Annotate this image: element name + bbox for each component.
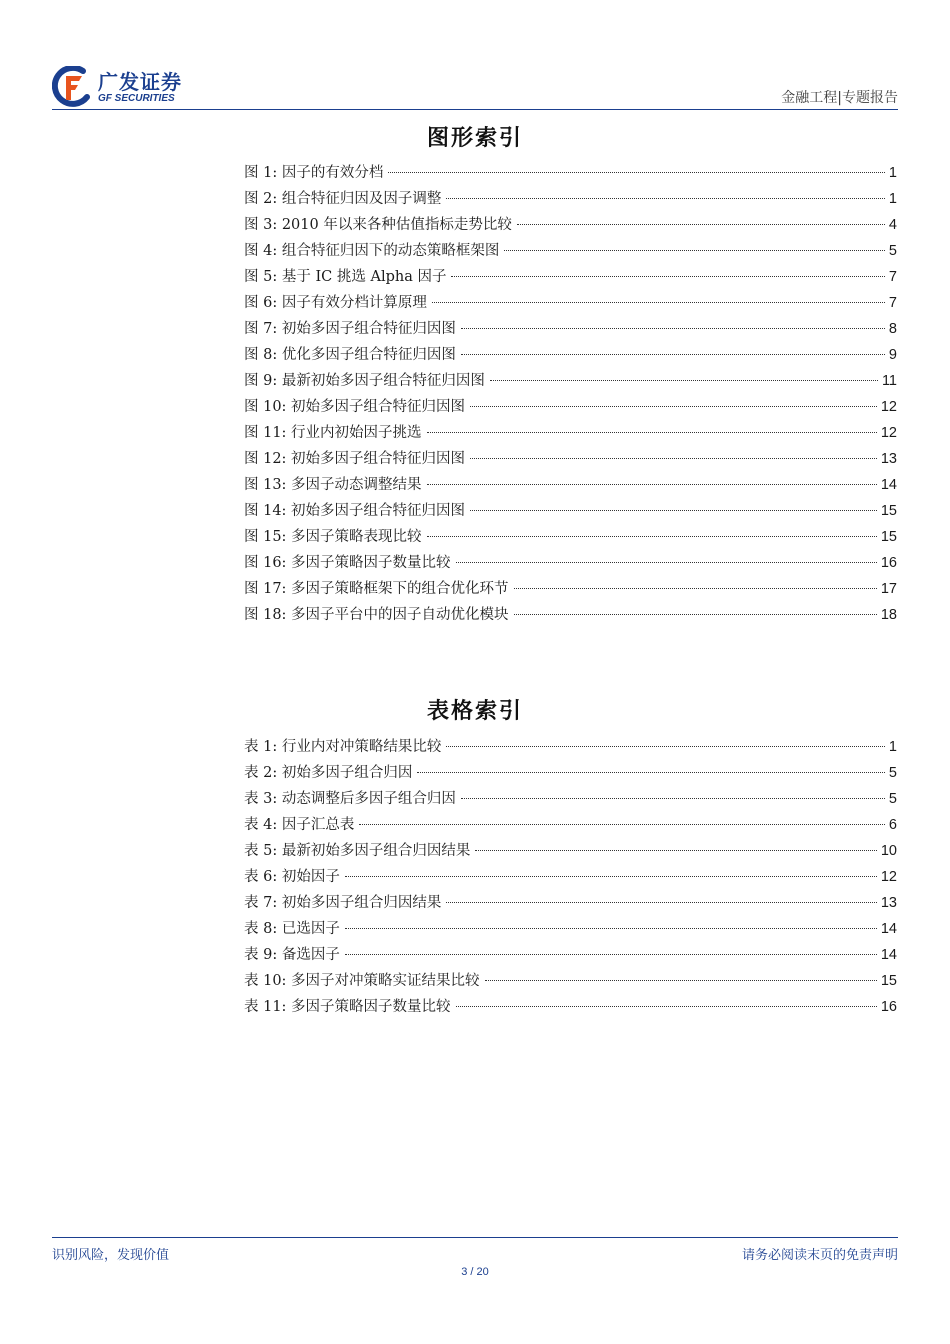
- toc-leader: [490, 380, 878, 381]
- toc-leader: [446, 902, 877, 903]
- toc-entry[interactable]: [244, 812, 897, 838]
- toc-entry[interactable]: [244, 264, 897, 290]
- toc-entry-page: 4: [888, 217, 897, 233]
- toc-leader: [345, 928, 877, 929]
- toc-entry[interactable]: [244, 212, 897, 238]
- toc-entry-label: 表 3: 动态调整后多因子组合归因: [244, 791, 456, 807]
- report-category: 金融工程|专题报告: [781, 90, 898, 106]
- toc-entry-label: 图 10: 初始多因子组合特征归因图: [244, 399, 466, 415]
- company-logo: [52, 66, 212, 112]
- figure-index-title: 图形索引: [426, 126, 523, 151]
- toc-entry[interactable]: [244, 942, 897, 968]
- toc-entry-page: 11: [881, 373, 897, 389]
- toc-leader: [514, 614, 877, 615]
- toc-entry-page: 15: [880, 503, 897, 519]
- toc-leader: [456, 1006, 877, 1007]
- toc-entry-label: 图 2: 组合特征归因及因子调整: [244, 191, 442, 207]
- toc-entry-page: 15: [880, 529, 897, 545]
- toc-entry-page: 7: [888, 295, 897, 311]
- toc-entry-page: 7: [888, 269, 897, 285]
- toc-entry-page: 10: [880, 843, 897, 859]
- toc-leader: [427, 484, 877, 485]
- toc-entry-page: 13: [880, 451, 897, 467]
- toc-leader: [517, 224, 885, 225]
- toc-entry-label: 图 14: 初始多因子组合特征归因图: [244, 503, 466, 519]
- toc-entry-label: 图 3: 2010 年以来各种估值指标走势比较: [244, 217, 512, 233]
- toc-leader: [432, 302, 885, 303]
- toc-entry-page: 5: [888, 765, 897, 781]
- toc-entry-label: 图 4: 组合特征归因下的动态策略框架图: [244, 243, 500, 259]
- toc-entry-label: 图 1: 因子的有效分档: [244, 165, 384, 181]
- toc-entry[interactable]: [244, 186, 897, 212]
- toc-entry-label: 表 4: 因子汇总表: [244, 817, 355, 833]
- toc-leader: [475, 850, 877, 851]
- toc-leader: [427, 432, 877, 433]
- toc-leader: [427, 536, 877, 537]
- toc-entry-label: 表 2: 初始多因子组合归因: [244, 765, 413, 781]
- toc-entry[interactable]: [244, 160, 897, 186]
- toc-entry-page: 5: [888, 243, 897, 259]
- toc-entry-page: 18: [880, 607, 897, 623]
- toc-leader: [470, 406, 877, 407]
- toc-entry[interactable]: [244, 368, 897, 394]
- toc-entry[interactable]: [244, 734, 897, 760]
- toc-entry-page: 12: [880, 425, 897, 441]
- logo-text-cn: 广发证券: [98, 70, 182, 94]
- toc-entry-label: 图 16: 多因子策略因子数量比较: [244, 555, 451, 571]
- toc-entry-page: 13: [880, 895, 897, 911]
- toc-entry[interactable]: [244, 786, 897, 812]
- toc-entry-page: 5: [888, 791, 897, 807]
- toc-entry-label: 表 7: 初始多因子组合归因结果: [244, 895, 442, 911]
- toc-entry[interactable]: [244, 420, 897, 446]
- toc-entry-page: 16: [880, 999, 897, 1015]
- toc-leader: [359, 824, 885, 825]
- toc-entry-label: 图 13: 多因子动态调整结果: [244, 477, 422, 493]
- toc-entry[interactable]: [244, 342, 897, 368]
- toc-entry[interactable]: [244, 838, 897, 864]
- toc-entry-label: 图 8: 优化多因子组合特征归因图: [244, 347, 456, 363]
- toc-entry-page: 9: [888, 347, 897, 363]
- toc-entry-label: 图 15: 多因子策略表现比较: [244, 529, 422, 545]
- toc-entry-label: 图 12: 初始多因子组合特征归因图: [244, 451, 466, 467]
- page-number: 3 / 20: [461, 1266, 489, 1278]
- toc-leader: [446, 746, 885, 747]
- toc-leader: [504, 250, 885, 251]
- toc-entry[interactable]: [244, 994, 897, 1020]
- toc-entry-page: 17: [880, 581, 897, 597]
- toc-entry[interactable]: [244, 576, 897, 602]
- toc-leader: [470, 510, 877, 511]
- toc-entry-page: 12: [880, 869, 897, 885]
- logo-text-en: GF SECURITIES: [98, 93, 175, 104]
- toc-entry[interactable]: [244, 238, 897, 264]
- toc-entry-label: 表 5: 最新初始多因子组合归因结果: [244, 843, 471, 859]
- toc-entry-label: 图 11: 行业内初始因子挑选: [244, 425, 422, 441]
- toc-entry[interactable]: [244, 498, 897, 524]
- toc-leader: [345, 876, 877, 877]
- table-index-list: [244, 734, 897, 1020]
- toc-entry-label: 图 5: 基于 IC 挑选 Alpha 因子: [244, 269, 447, 285]
- toc-leader: [388, 172, 885, 173]
- toc-leader: [470, 458, 877, 459]
- footer-disclaimer-note: 请务必阅读末页的免责声明: [741, 1248, 898, 1263]
- toc-entry-page: 14: [880, 947, 897, 963]
- toc-entry-label: 图 18: 多因子平台中的因子自动优化模块: [244, 607, 509, 623]
- toc-entry[interactable]: [244, 602, 897, 628]
- toc-entry-page: 12: [880, 399, 897, 415]
- table-index-title: 表格索引: [426, 699, 523, 724]
- toc-entry-label: 图 6: 因子有效分档计算原理: [244, 295, 427, 311]
- toc-leader: [345, 954, 877, 955]
- toc-entry-label: 图 9: 最新初始多因子组合特征归因图: [244, 373, 485, 389]
- toc-entry-page: 8: [888, 321, 897, 337]
- toc-entry[interactable]: [244, 316, 897, 342]
- footer-divider: [52, 1237, 898, 1238]
- toc-entry[interactable]: [244, 864, 897, 890]
- toc-entry-label: 表 8: 已选因子: [244, 921, 340, 937]
- toc-entry-page: 6: [888, 817, 897, 833]
- toc-entry[interactable]: [244, 916, 897, 942]
- toc-leader: [446, 198, 885, 199]
- toc-leader: [461, 354, 885, 355]
- toc-entry[interactable]: [244, 472, 897, 498]
- toc-entry[interactable]: [244, 524, 897, 550]
- toc-entry-label: 表 11: 多因子策略因子数量比较: [244, 999, 451, 1015]
- toc-entry-page: 1: [888, 739, 897, 755]
- toc-entry-label: 图 17: 多因子策略框架下的组合优化环节: [244, 581, 509, 597]
- toc-leader: [461, 328, 885, 329]
- toc-entry[interactable]: [244, 290, 897, 316]
- toc-entry-label: 表 6: 初始因子: [244, 869, 340, 885]
- toc-entry[interactable]: [244, 890, 897, 916]
- toc-entry[interactable]: [244, 760, 897, 786]
- header-divider: [52, 109, 898, 110]
- footer-slogan: 识别风险，发现价值: [52, 1248, 170, 1263]
- toc-leader: [417, 772, 885, 773]
- toc-entry-page: 15: [880, 973, 897, 989]
- toc-leader: [456, 562, 877, 563]
- toc-entry-page: 1: [888, 165, 897, 181]
- toc-leader: [514, 588, 877, 589]
- toc-entry-page: 14: [880, 477, 897, 493]
- gf-logo-icon: [52, 66, 94, 108]
- toc-entry[interactable]: [244, 968, 897, 994]
- toc-entry-page: 14: [880, 921, 897, 937]
- toc-entry[interactable]: [244, 446, 897, 472]
- toc-entry-page: 1: [888, 191, 897, 207]
- toc-leader: [461, 798, 885, 799]
- toc-leader: [451, 276, 884, 277]
- toc-entry[interactable]: [244, 550, 897, 576]
- toc-entry[interactable]: [244, 394, 897, 420]
- toc-entry-label: 图 7: 初始多因子组合特征归因图: [244, 321, 456, 337]
- figure-index-list: [244, 160, 897, 628]
- toc-entry-page: 16: [880, 555, 897, 571]
- toc-entry-label: 表 9: 备选因子: [244, 947, 340, 963]
- toc-leader: [485, 980, 877, 981]
- toc-entry-label: 表 10: 多因子对冲策略实证结果比较: [244, 973, 480, 989]
- toc-entry-label: 表 1: 行业内对冲策略结果比较: [244, 739, 442, 755]
